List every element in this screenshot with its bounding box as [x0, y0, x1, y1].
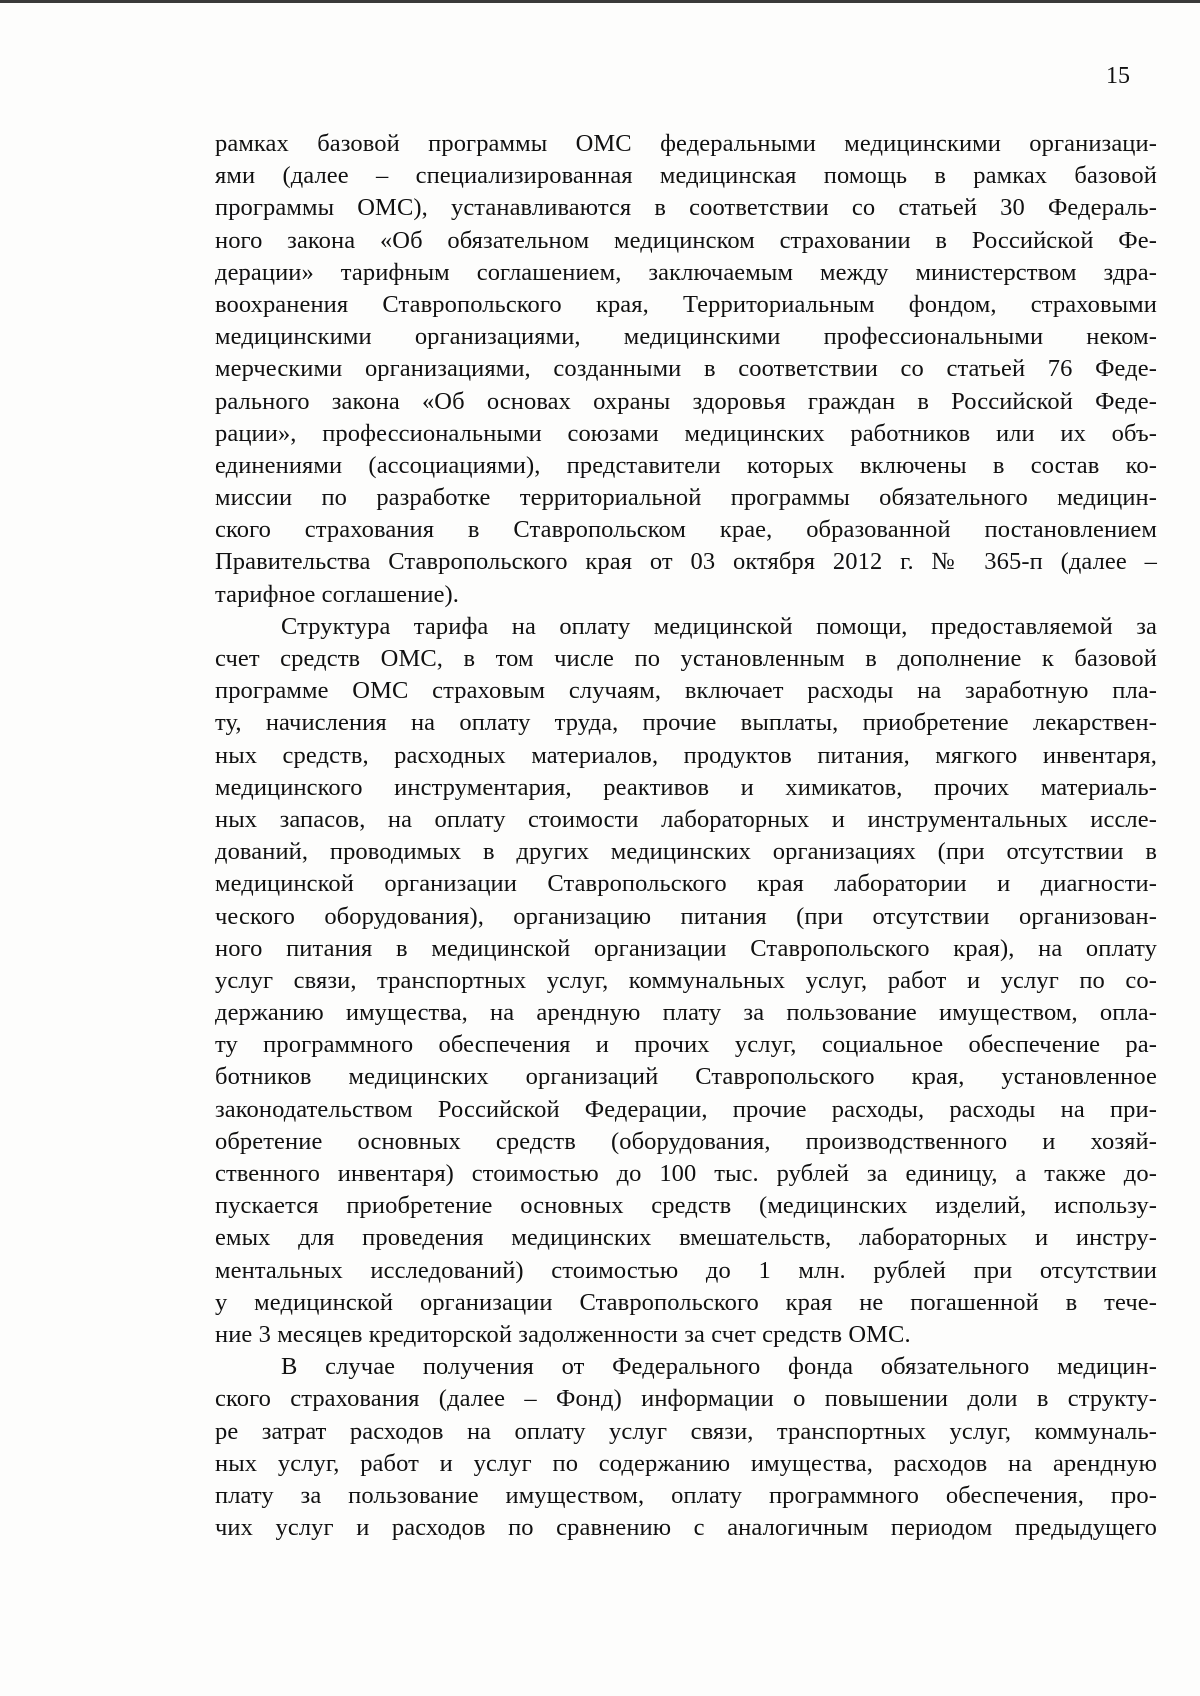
text-line: рамках базовой программы ОМС федеральными медицинскими организаци- — [215, 130, 1157, 157]
scan-top-edge — [0, 0, 1200, 3]
text-line: дерации» тарифным соглашением, заключаемым между министерством здра- — [215, 258, 1157, 286]
text-line: мерческими организациями, созданными в соответствии со статьей 76 Феде- — [215, 355, 1157, 383]
text-line: ных средств, расходных материалов, продуктов питания, мягкого инвентаря, — [215, 741, 1157, 769]
document-body — [215, 128, 1157, 1544]
text-line: ных запасов, на оплату стоимости лабораторных и инструментальных иссле- — [215, 805, 1157, 833]
text-line: дований, проводимых в других медицинских организациях (при отсутствии в — [215, 838, 1157, 866]
text-line: обретение основных средств (оборудования, производственного и хозяй- — [215, 1127, 1157, 1155]
text-line: программы ОМС), устанавливаются в соответствии со статьей 30 Федераль- — [215, 194, 1157, 222]
text-line: ского страхования (далее – Фонд) информации о повышении доли в структу- — [215, 1385, 1157, 1413]
text-line: ных услуг, работ и услуг по содержанию имущества, расходов на арендную — [215, 1449, 1157, 1477]
text-line: ческого оборудования), организацию питания (при отсутствии организован- — [215, 902, 1157, 930]
text-line: ментальных исследований) стоимостью до 1 млн. рублей при отсутствии — [215, 1256, 1157, 1284]
paragraph — [215, 1351, 1157, 1544]
text-line: воохранения Ставропольского края, Территориальным фондом, страховыми — [215, 290, 1157, 318]
text-line: ного закона «Об обязательном медицинском страховании в Российской Фе- — [215, 226, 1157, 254]
text-line: ту программного обеспечения и прочих услуг, социальное обеспечение ра- — [215, 1031, 1157, 1059]
text-line: у медицинской организации Ставропольского края не погашенной в тече- — [215, 1288, 1157, 1316]
text-line: счет средств ОМС, в том числе по установленным в дополнение к базовой — [215, 645, 1157, 672]
text-line: медицинской организации Ставропольского края лаборатории и диагности- — [215, 870, 1157, 898]
page-number: 15 — [1106, 63, 1130, 89]
text-line: ского страхования в Ставропольском крае, образованной постановлением — [215, 516, 1157, 544]
text-line: Структура тарифа на оплату медицинской помощи, предоставляемой за — [281, 612, 1157, 640]
text-line: ного питания в медицинской организации Ставропольского края), на оплату — [215, 934, 1157, 962]
text-line: тарифное соглашение). — [215, 580, 460, 608]
text-line: медицинского инструментария, реактивов и химикатов, прочих материаль- — [215, 773, 1157, 801]
text-line: рального закона «Об основах охраны здоровья граждан в Российской Феде- — [215, 387, 1157, 415]
text-line: ботников медицинских организаций Ставропольского края, установленное — [215, 1063, 1157, 1091]
text-line: ние 3 месяцев кредиторской задолженности за счет средств ОМС. — [215, 1320, 911, 1348]
text-line: ту, начисления на оплату труда, прочие выплаты, приобретение лекарствен- — [215, 709, 1157, 737]
text-line: единениями (ассоциациями), представители которых включены в состав ко- — [215, 451, 1157, 479]
text-line: Правительства Ставропольского края от 03 октября 2012 г. № 365-п (далее – — [215, 548, 1157, 576]
text-line: законодательством Российской Федерации, прочие расходы, расходы на при- — [215, 1095, 1157, 1123]
text-line: рации», профессиональными союзами медицинских работников или их объ- — [215, 419, 1157, 447]
paragraph — [215, 128, 1157, 611]
text-line: программе ОМС страховым случаям, включает расходы на заработную пла- — [215, 677, 1157, 705]
text-line: ре затрат расходов на оплату услуг связи, транспортных услуг, коммуналь- — [215, 1417, 1157, 1445]
text-line: медицинскими организациями, медицинскими профессиональными неком- — [215, 323, 1157, 351]
text-line: миссии по разработке территориальной программы обязательного медицин- — [215, 484, 1157, 512]
text-line: пускается приобретение основных средств (медицинских изделий, использу- — [215, 1192, 1157, 1220]
paragraph — [215, 611, 1157, 1351]
text-line: чих услуг и расходов по сравнению с аналогичным периодом предыдущего — [215, 1514, 1157, 1542]
text-line: держанию имущества, на арендную плату за пользование имуществом, опла- — [215, 999, 1157, 1027]
text-line: ственного инвентаря) стоимостью до 100 тыс. рублей за единицу, а также до- — [215, 1160, 1157, 1187]
text-line: ями (далее – специализированная медицинская помощь в рамках базовой — [215, 162, 1157, 190]
text-line: В случае получения от Федерального фонда обязательного медицин- — [281, 1353, 1157, 1381]
text-line: услуг связи, транспортных услуг, коммунальных услуг, работ и услуг по со- — [215, 966, 1157, 994]
text-line: плату за пользование имуществом, оплату программного обеспечения, про- — [215, 1481, 1157, 1509]
text-line: емых для проведения медицинских вмешательств, лабораторных и инстру- — [215, 1224, 1157, 1252]
